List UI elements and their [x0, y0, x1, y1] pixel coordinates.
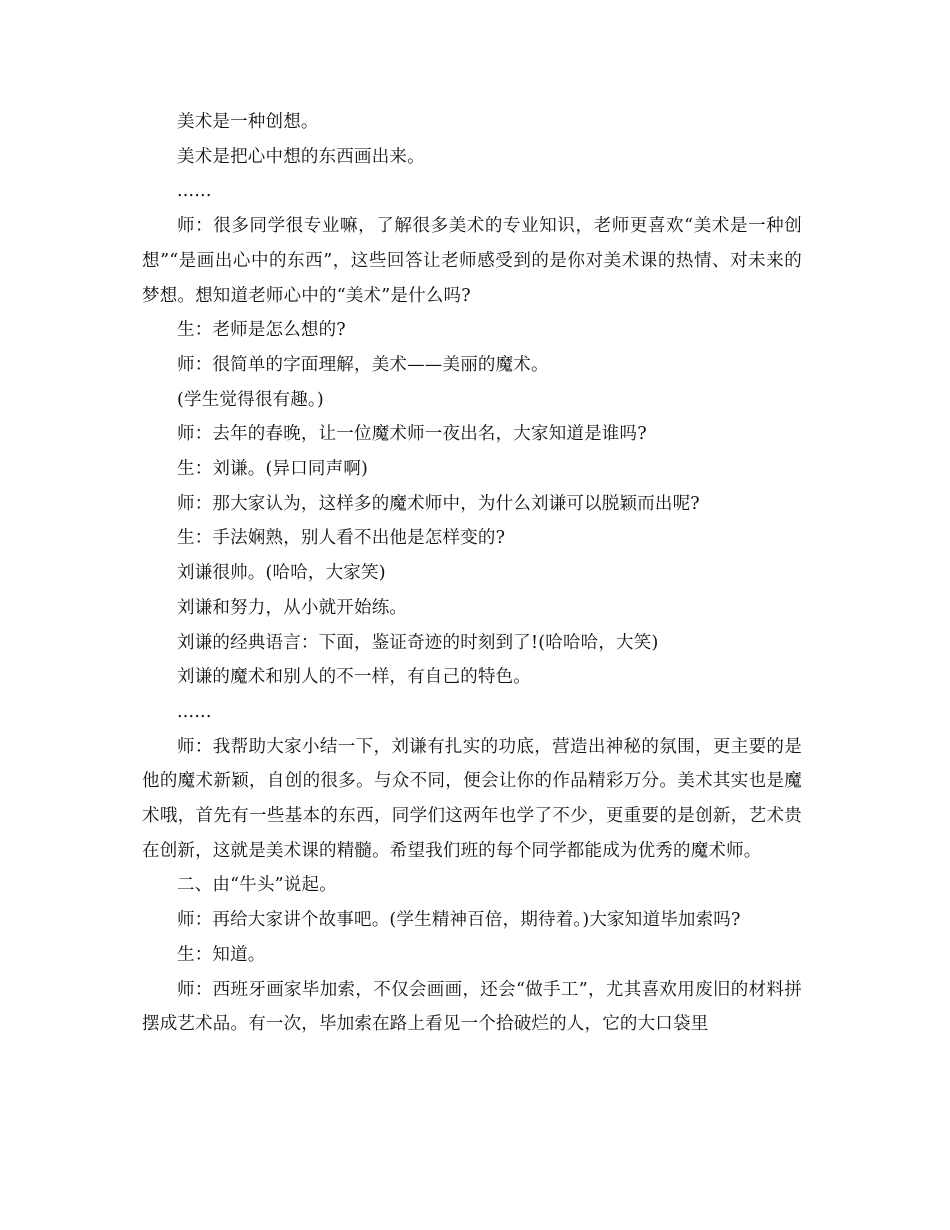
section-heading-2: 二、由“牛头”说起。	[177, 875, 337, 896]
paragraph-10: 师：那大家认为，这样多的魔术师中，为什么刘谦可以脱颖而出呢?	[177, 493, 700, 514]
paragraph-15: 刘谦的魔术和别人的不一样，有自己的特色。	[177, 667, 531, 688]
paragraph-7: (学生觉得很有趣。)	[177, 389, 324, 410]
document-body	[142, 105, 802, 1042]
paragraph-11: 生：手法娴熟，别人看不出他是怎样变的?	[177, 528, 506, 549]
ellipsis-2: ......	[177, 701, 212, 722]
paragraph-2: 美术是把心中想的东西画出来。	[177, 146, 425, 167]
paragraph-9: 生：刘谦。(异口同声啊)	[177, 459, 369, 480]
paragraph-1: 美术是一种创想。	[177, 112, 319, 132]
paragraph-12: 刘谦很帅。(哈哈，大家笑)	[177, 563, 386, 584]
paragraph-5: 生：老师是怎么想的?	[177, 320, 346, 341]
paragraph-4: 师：很多同学很专业嘛，了解很多美术的专业知识，老师更喜欢“美术是一种创想”“是画出心中的东西”，这些回答让老师感受到的是你对美术课的热情、对未来的梦想。想知道老师心中的“美术”是什么吗?	[142, 216, 802, 306]
paragraph-17: 师：我帮助大家小结一下，刘谦有扎实的功底，营造出神秘的氛围，更主要的是他的魔术新颖，自创的很多。与众不同，便会让你的作品精彩万分。美术其实也是魔术哦，首先有一些基本的东西，同学们这两年也学了不少，更重要的是创新，艺术贵在创新，这就是美术课的精髓。希望我们班的每个同学都能成为优秀的魔术师。	[142, 736, 802, 861]
paragraph-20: 生：知道。	[177, 944, 266, 965]
paragraph-13: 刘谦和努力，从小就开始练。	[177, 597, 408, 618]
paragraph-6: 师：很简单的字面理解，美术——美丽的魔术。	[177, 354, 549, 375]
paragraph-8: 师：去年的春晚，让一位魔术师一夜出名，大家知道是谁吗?	[177, 424, 647, 445]
paragraph-21: 师：西班牙画家毕加索，不仅会画画，还会“做手工”，尤其喜欢用废旧的材料拼摆成艺术品。有一次，毕加索在路上看见一个拾破烂的人，它的大口袋里	[142, 979, 802, 1035]
paragraph-19: 师：再给大家讲个故事吧。(学生精神百倍，期待着。)大家知道毕加索吗?	[177, 910, 741, 931]
ellipsis-1: ......	[177, 181, 212, 202]
paragraph-14: 刘谦的经典语言：下面，鉴证奇迹的时刻到了!(哈哈哈，大笑)	[177, 632, 659, 653]
